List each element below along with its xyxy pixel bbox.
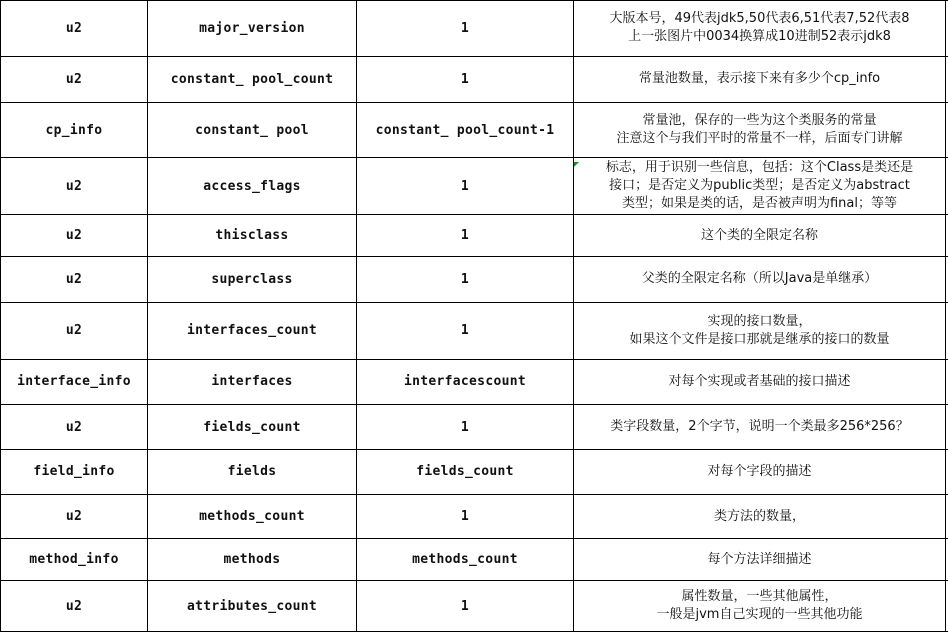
description-line: 大版本号，49代表jdk5,50代表6,51代表7,52代表8 — [609, 11, 910, 27]
name-cell: attributes_count — [148, 581, 357, 632]
count-cell: methods_count — [357, 539, 574, 581]
table-body — [1, 1, 948, 632]
table-row — [1, 257, 948, 303]
description-line: 对每个实现或者基础的接口描述 — [668, 373, 851, 389]
description-line: 实现的接口数量， — [707, 313, 812, 329]
description-line: 标志，用于识别一些信息，包括：这个Class是类还是 — [605, 160, 914, 176]
table-row — [1, 56, 948, 102]
name-cell: constant_ pool_count — [148, 56, 357, 102]
table-row — [1, 1, 948, 57]
name-cell: superclass — [148, 257, 357, 303]
type-cell: cp_info — [1, 102, 148, 158]
description-line: 对每个字段的描述 — [707, 463, 812, 479]
count-cell: interfacescount — [357, 359, 574, 405]
type-cell: u2 — [1, 405, 148, 450]
description-line: 如果这个文件是接口那就是继承的接口的数量 — [629, 331, 890, 347]
table-row — [1, 494, 948, 539]
table-row — [1, 405, 948, 450]
description-cell — [574, 302, 946, 359]
description-cell — [574, 158, 946, 215]
description-cell — [574, 1, 946, 57]
type-cell: u2 — [1, 215, 148, 257]
description-line: 注意这个与我们平时的常量不一样，后面专门讲解 — [616, 131, 903, 147]
table-row — [1, 102, 948, 158]
count-cell: fields_count — [357, 450, 574, 495]
type-cell: interface_info — [1, 359, 148, 405]
cell-comment-marker — [574, 162, 579, 167]
table-row — [1, 359, 948, 405]
type-cell: method_info — [1, 539, 148, 581]
description-cell — [574, 539, 946, 581]
type-cell: u2 — [1, 257, 148, 303]
type-cell: u2 — [1, 494, 148, 539]
description-line: 每个方法详细描述 — [707, 551, 812, 567]
description-cell — [574, 257, 946, 303]
count-cell: 1 — [357, 405, 574, 450]
description-cell — [574, 215, 946, 257]
name-cell: access_flags — [148, 158, 357, 215]
count-cell: 1 — [357, 1, 574, 57]
description-line: 一般是jvm自己实现的一些其他功能 — [656, 607, 863, 623]
name-cell: methods — [148, 539, 357, 581]
description-line: 类方法的数量， — [713, 508, 805, 524]
count-cell: 1 — [357, 494, 574, 539]
description-cell — [574, 56, 946, 102]
description-line: 接口；是否定义为public类型；是否定义为abstract — [609, 178, 910, 194]
type-cell: u2 — [1, 302, 148, 359]
description-line: 上一张图片中0034换算成10进制52表示jdk8 — [628, 29, 891, 45]
description-line: 常量池数量，表示接下来有多少个cp_info — [638, 71, 881, 87]
name-cell: methods_count — [148, 494, 357, 539]
count-cell: 1 — [357, 302, 574, 359]
name-cell: constant_ pool — [148, 102, 357, 158]
count-cell: 1 — [357, 581, 574, 632]
description-line: 父类的全限定名称（所以Java是单继承） — [641, 271, 878, 287]
description-cell — [574, 359, 946, 405]
count-cell: 1 — [357, 257, 574, 303]
name-cell: thisclass — [148, 215, 357, 257]
type-cell: field_info — [1, 450, 148, 495]
table-row — [1, 450, 948, 495]
name-cell: fields_count — [148, 405, 357, 450]
description-line: 这个类的全限定名称 — [700, 227, 818, 243]
description-cell — [574, 405, 946, 450]
description-cell — [574, 102, 946, 158]
name-cell: fields — [148, 450, 357, 495]
table-row — [1, 158, 948, 215]
count-cell: 1 — [357, 56, 574, 102]
type-cell: u2 — [1, 158, 148, 215]
description-cell — [574, 450, 946, 495]
type-cell: u2 — [1, 1, 148, 57]
table-row — [1, 302, 948, 359]
count-cell: 1 — [357, 215, 574, 257]
name-cell: major_version — [148, 1, 357, 57]
table-row — [1, 539, 948, 581]
type-cell: u2 — [1, 56, 148, 102]
name-cell: interfaces — [148, 359, 357, 405]
description-line: 属性数量，一些其他属性， — [681, 589, 838, 605]
description-line: 类型；如果是类的话，是否被声明为final；等等 — [621, 196, 897, 212]
count-cell: 1 — [357, 158, 574, 215]
name-cell: interfaces_count — [148, 302, 357, 359]
description-line: 类字段数量，2个字节，说明一个类最多256*256？ — [610, 419, 909, 435]
description-line: 常量池，保存的一些为这个类服务的常量 — [642, 113, 877, 129]
type-cell: u2 — [1, 581, 148, 632]
description-cell — [574, 581, 946, 632]
description-cell — [574, 494, 946, 539]
table-row — [1, 581, 948, 632]
table-row — [1, 215, 948, 257]
count-cell: constant_ pool_count-1 — [357, 102, 574, 158]
